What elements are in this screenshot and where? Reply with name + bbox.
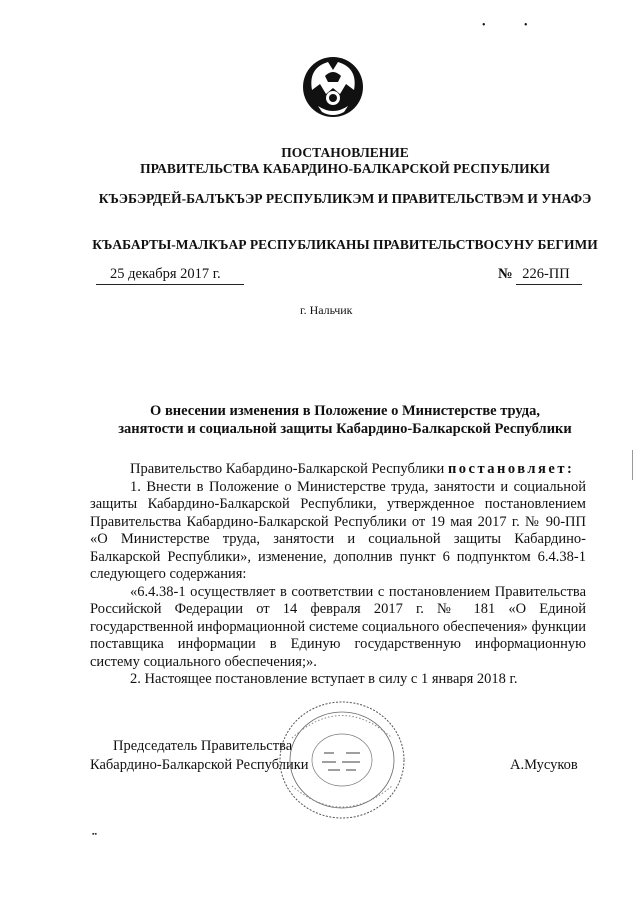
coat-of-arms-emblem — [298, 50, 368, 120]
position-line-1: Председатель Правительства — [113, 738, 293, 754]
position-line-2: Кабардино-Балкарской Республики — [90, 757, 309, 773]
signatory-name: А.Мусуков — [510, 757, 578, 773]
city-label: г. Нальчик — [300, 303, 353, 317]
number-sign: № — [498, 266, 513, 282]
issuer-heading-balkar: КЪАБАРТЫ-МАЛКЪАР РЕСПУБЛИКАНЫ ПРАВИТЕЛЬСТВОСУНУ БЕГИМИ — [92, 237, 598, 252]
document-number: 226-ПП — [516, 264, 582, 285]
title-line-1: О внесении изменения в Положение о Министерстве труда, — [150, 403, 540, 419]
issuer-heading-russian: ПРАВИТЕЛЬСТВА КАБАРДИНО-БАЛКАРСКОЙ РЕСПУБЛИКИ — [140, 161, 550, 176]
paragraph-2: 2. Настоящее постановление вступает в силу с 1 января 2018 г. — [130, 671, 518, 687]
issuer-heading-kabardian: КЪЭБЭРДЕЙ-БАЛЪКЪЭР РЕСПУБЛИКЭМ И ПРАВИТЕЛЬСТВЭМ И УНАФЭ — [98, 191, 592, 206]
title-line-2: занятости и социальной защиты Кабардино-Балкарской Республики — [118, 421, 572, 437]
intro-verb: постановляет: — [447, 461, 575, 477]
paragraph-quote: «6.4.38-1 осуществляет в соответствии с постановлением Правительства Российской Федерации от 14 февраля 2017 г. № 181 «О Единой государственной информационной системе социального обеспечения» функции поставщика информации в Единую государственную информационную систему социального обеспечения;». — [90, 583, 586, 670]
document-number-block — [498, 264, 584, 285]
official-seal-stamp — [262, 698, 412, 828]
document-title — [100, 402, 590, 438]
document-body — [90, 461, 586, 689]
doc-type-heading: ПОСТАНОВЛЕНИЕ — [281, 145, 409, 160]
scan-edge-mark — [632, 450, 633, 480]
scan-corner-mark: ▪▪ — [92, 830, 97, 838]
paragraph-1: 1. Внести в Положение о Министерстве труда, занятости и социальной защиты Кабардино-Балкарской Республики, утвержденное постановлением Правительства Кабардино-Балкарской Республики от 19 мая 2017 г. № 90-ПП «О Министерстве труда, занятости и социальной защиты Кабардино-Балкарской Республики», изменение, дополнив пункт 6 подпунктом 6.4.38-1 следующего содержания: — [90, 478, 586, 582]
document-date: 25 декабря 2017 г. — [96, 264, 244, 285]
intro-paragraph — [90, 461, 586, 479]
intro-text: Правительство Кабардино-Балкарской Республики — [130, 461, 445, 477]
scan-ink-marks: • • — [482, 20, 546, 31]
